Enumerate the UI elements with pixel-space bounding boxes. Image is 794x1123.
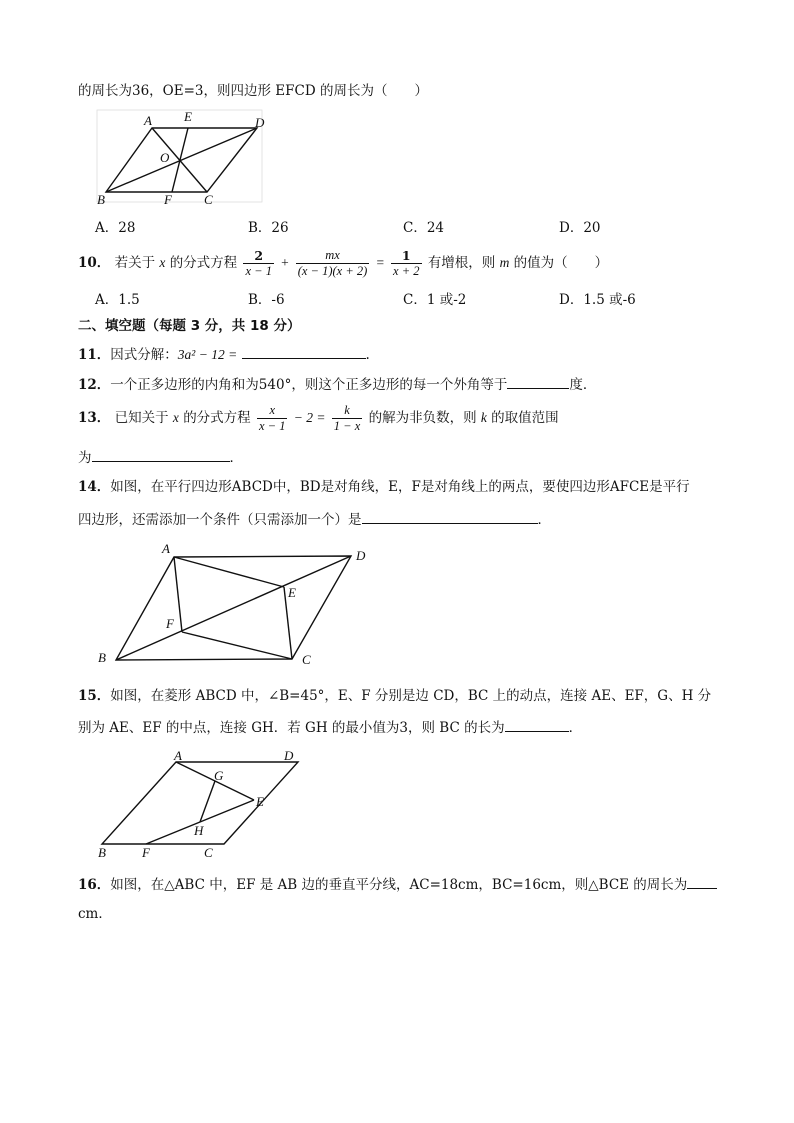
q13-fraction-2: $\frac{k}{1 - x}$ xyxy=(333,403,361,433)
q14-line2-text: 四边形，还需添加一个条件（只需添加一个）是 xyxy=(78,512,362,528)
q12-stem xyxy=(78,374,596,394)
q13-text-mid: 的分式方程 xyxy=(183,410,251,426)
section-2-title: 二、填空题（每题 3 分，共 18 分） xyxy=(78,318,301,334)
q9-label-c: C xyxy=(204,192,213,207)
q9-option-d: D．20 xyxy=(559,220,601,236)
q15-label-h: H xyxy=(194,823,204,838)
q14-line2 xyxy=(78,509,551,529)
q15-label-b: B xyxy=(98,845,106,860)
q9-option-a: A．28 xyxy=(95,220,136,236)
q10-fraction-1: $\frac{2}{x - 1}$ xyxy=(245,248,272,278)
q15-line2-text: 别为 AE、EF 的中点，连接 GH．若 GH 的最小值为3，则 BC 的长为 xyxy=(78,720,505,736)
q16-line1 xyxy=(78,874,717,894)
q11-expression: 3a² − 12 = xyxy=(177,347,238,362)
q10-text-post: 有增根，则 xyxy=(427,255,496,271)
q9-parallelogram-figure xyxy=(92,108,267,208)
q10-number: 10． xyxy=(78,255,111,271)
q10-option-b: B．-6 xyxy=(248,292,285,308)
q9-label-f: F xyxy=(164,192,172,207)
q14-end: ． xyxy=(537,512,551,528)
q11-answer-blank[interactable] xyxy=(242,344,366,359)
q10-fraction-3: $\frac{1}{x + 2}$ xyxy=(393,248,420,278)
q10-plus: + xyxy=(280,255,290,270)
q12-text: 一个正多边形的内角和为540°，则这个正多边形的每一个外角等于 xyxy=(110,377,508,393)
q13-end: ． xyxy=(229,450,243,466)
q14-parallelogram-figure xyxy=(94,538,384,670)
q9-option-c: C．24 xyxy=(403,220,445,236)
q15-label-f: F xyxy=(142,845,150,860)
q9-label-a: A xyxy=(144,113,152,128)
q10-var-x: x xyxy=(159,255,166,270)
q15-answer-blank[interactable] xyxy=(505,717,569,732)
q14-label-d: D xyxy=(356,548,366,563)
q10-option-d: D．1.5 或-6 xyxy=(559,292,636,308)
q10-stem xyxy=(78,246,608,280)
q10-text-pre: 若关于 xyxy=(114,255,156,271)
q13-fraction-1: $\frac{x}{x - 1}$ xyxy=(258,403,286,433)
q15-end: ． xyxy=(568,720,583,736)
q9-label-d: D xyxy=(255,115,265,130)
q11-number: 11． xyxy=(78,347,111,363)
q14-label-a: A xyxy=(162,541,170,556)
q13-var-k: k xyxy=(480,410,487,425)
q12-end: 度． xyxy=(569,377,597,393)
q9-label-e: E xyxy=(184,109,192,124)
q14-line1 xyxy=(78,478,690,496)
q15-line1 xyxy=(78,687,711,705)
q15-rhombus-figure xyxy=(94,745,314,863)
q15-label-a: A xyxy=(174,748,182,763)
q13-text-pre: 已知关于 xyxy=(114,410,169,426)
q14-label-e: E xyxy=(288,585,296,600)
q15-line2 xyxy=(78,717,582,737)
q16-number: 16． xyxy=(78,877,111,893)
q13-stem xyxy=(78,401,559,435)
q9-label-o: O xyxy=(160,150,170,165)
q9-option-b: B．26 xyxy=(248,220,289,236)
q13-var-x: x xyxy=(172,410,179,425)
q13-minus-equals: − 2 = xyxy=(293,410,326,425)
q11-end: . xyxy=(365,347,370,363)
q12-answer-blank[interactable] xyxy=(507,374,569,389)
q10-text-tail: 的值为（ ） xyxy=(513,255,609,271)
q14-answer-blank[interactable] xyxy=(362,509,538,524)
q13-text-post: 的解为非负数，则 xyxy=(368,410,477,426)
q9-stem: 的周长为36，OE=3，则四边形 EFCD 的周长为（ ） xyxy=(78,83,428,99)
q9-label-b: B xyxy=(97,192,105,207)
q12-number: 12． xyxy=(78,377,111,393)
q13-text-tail: 的取值范围 xyxy=(491,410,559,426)
q15-line1-text: 如图，在菱形 ABCD 中，∠B=45°，E、F 分别是边 CD，BC 上的动点，连接 AE、EF，G、H 分 xyxy=(110,688,712,704)
q14-line1-text: 如图，在平行四边形ABCD中，BD是对角线，E，F是对角线上的两点，要使四边形AFCE是平行 xyxy=(110,479,690,495)
q10-option-c: C．1 或-2 xyxy=(403,292,467,308)
q15-label-e: E xyxy=(256,794,264,809)
q13-answer-blank[interactable] xyxy=(92,447,230,462)
q14-number: 14． xyxy=(78,479,111,495)
q10-equals: = xyxy=(375,255,385,270)
q13-number: 13． xyxy=(78,410,111,426)
q14-label-f: F xyxy=(166,616,174,631)
q13-line2-text: 为 xyxy=(78,450,92,466)
q16-line2: cm． xyxy=(78,906,112,922)
q15-number: 15． xyxy=(78,688,111,704)
q15-label-d: D xyxy=(284,748,294,763)
q16-line1-text: 如图，在△ABC 中，EF 是 AB 边的垂直平分线，AC=18cm，BC=16cm，则△BCE 的周长为 xyxy=(110,877,688,893)
q11-text: 因式分解： xyxy=(110,347,178,363)
q16-answer-blank[interactable] xyxy=(687,874,717,889)
q15-label-g: G xyxy=(214,768,224,783)
q13-line2 xyxy=(78,447,243,467)
q10-option-a: A．1.5 xyxy=(95,292,140,308)
q14-label-b: B xyxy=(98,650,106,665)
q15-label-c: C xyxy=(204,845,213,860)
q11-stem xyxy=(78,344,370,364)
q10-text-mid: 的分式方程 xyxy=(169,255,238,271)
q10-fraction-2: $\frac{mx}{(x - 1)(x + 2)}$ xyxy=(297,248,368,278)
q14-label-c: C xyxy=(302,652,311,667)
q10-var-m: m xyxy=(499,255,510,270)
